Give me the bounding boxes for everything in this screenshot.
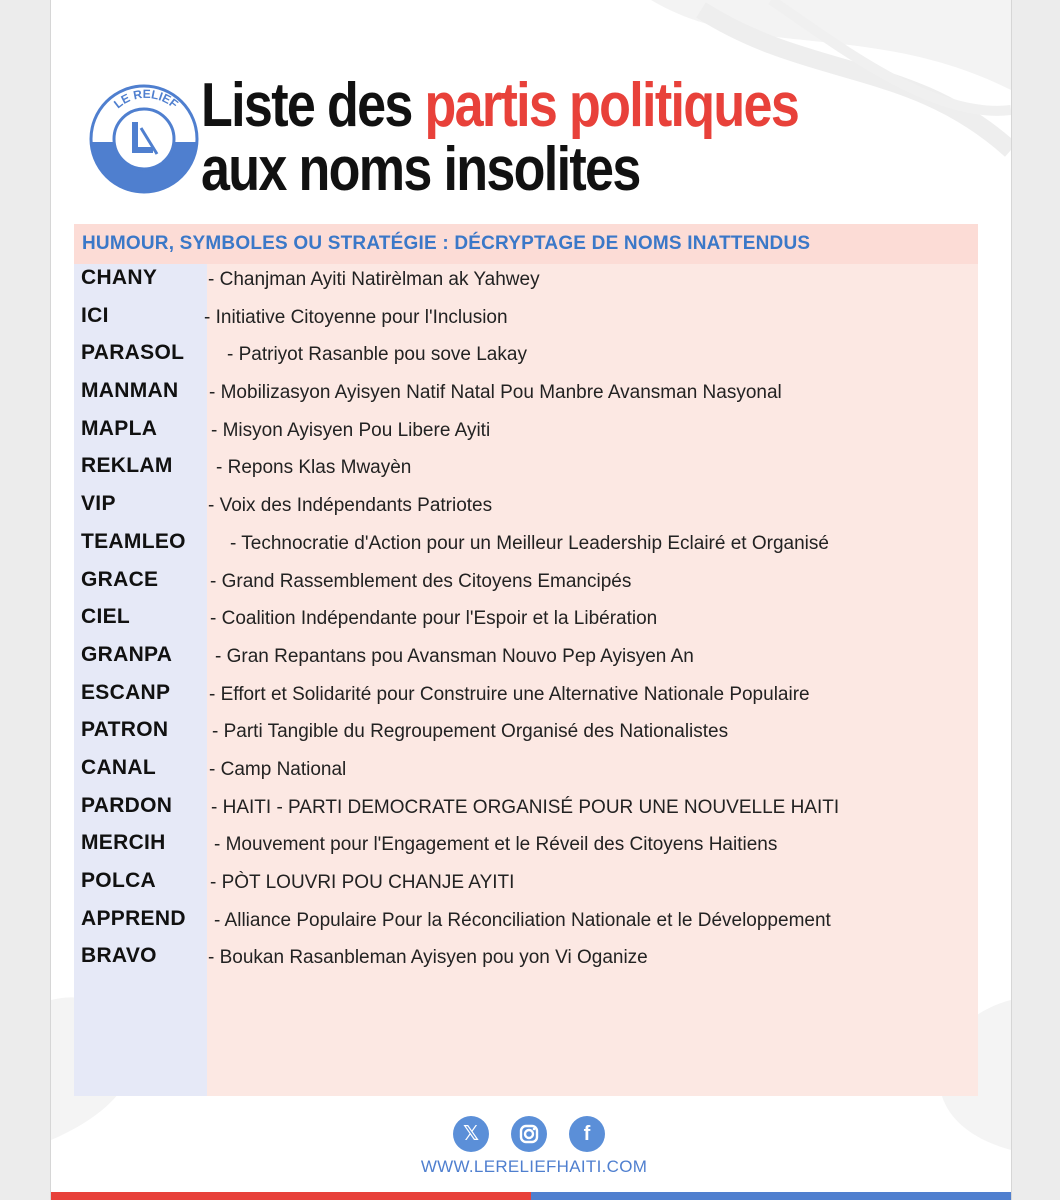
party-acronym: CIEL <box>81 605 131 629</box>
logo-text <box>91 84 201 194</box>
party-acronym: REKLAM <box>81 454 173 478</box>
list-item <box>51 677 1011 715</box>
party-meaning: - Repons Klas Mwayèn <box>216 457 412 479</box>
party-acronym: APPREND <box>81 906 186 930</box>
party-meaning: - Technocratie d'Action pour un Meilleur Leadership Eclairé et Organisé <box>230 532 829 554</box>
party-acronym: PARDON <box>81 793 173 817</box>
list-item <box>51 601 1011 639</box>
party-acronym: PARASOL <box>81 341 185 365</box>
instagram-icon[interactable] <box>511 1116 547 1152</box>
list-item <box>51 865 1011 903</box>
party-acronym: VIP <box>81 492 116 516</box>
title-line2: aux noms insolites <box>201 135 640 204</box>
svg-text:INTER <box>129 153 163 168</box>
party-acronym: ESCANP <box>81 680 171 704</box>
party-acronym: CANAL <box>81 755 156 779</box>
list-item <box>51 564 1011 602</box>
party-acronym: MAPLA <box>81 416 158 440</box>
list-item <box>51 488 1011 526</box>
party-acronym: PATRON <box>81 718 169 742</box>
party-meaning: - PÒT LOUVRI POU CHANJE AYITI <box>210 872 515 893</box>
list-item <box>51 940 1011 978</box>
party-meaning: - Alliance Populaire Pour la Réconciliation Nationale et le Développement <box>214 909 831 931</box>
list-item <box>51 262 1011 300</box>
list-item <box>51 413 1011 451</box>
list-item <box>51 450 1011 488</box>
list-item <box>51 790 1011 828</box>
party-acronym: GRANPA <box>81 642 173 666</box>
party-meaning: - HAITI - PARTI DEMOCRATE ORGANISÉ POUR UNE NOUVELLE HAITI <box>211 796 840 818</box>
website-link[interactable]: WWW.LERELIEFHAITI.COM <box>420 1157 648 1176</box>
poster-card <box>50 0 1012 1200</box>
party-meaning: - Mobilizasyon Ayisyen Natif Natal Pou Manbre Avansman Nasyonal <box>209 382 782 404</box>
list-item <box>51 903 1011 941</box>
list-item <box>51 752 1011 790</box>
party-meaning: - Gran Repantans pou Avansman Nouvo Pep Ayisyen An <box>215 645 694 667</box>
party-acronym: MANMAN <box>81 379 179 403</box>
party-meaning: - Initiative Citoyenne pour l'Inclusion <box>204 306 508 328</box>
party-acronym: ICI <box>81 303 109 327</box>
social-links <box>453 1116 613 1156</box>
party-acronym: CHANY <box>81 266 158 289</box>
title-highlight: partis politiques <box>424 71 799 140</box>
list-item <box>51 639 1011 677</box>
page-title <box>201 71 873 204</box>
party-meaning: - Mouvement pour l'Engagement et le Réveil des Citoyens Haitiens <box>214 834 778 856</box>
list-item <box>51 337 1011 375</box>
party-meaning: - Boukan Rasanbleman Ayisyen pou yon Vi Oganize <box>208 947 648 969</box>
party-list <box>51 262 1011 978</box>
x-icon[interactable]: 𝕏 <box>453 1116 489 1152</box>
party-acronym: TEAMLEO <box>81 529 186 553</box>
footer-bar-blue <box>531 1192 1011 1200</box>
list-item <box>51 714 1011 752</box>
list-item <box>51 300 1011 338</box>
svg-text:LE RELIEF <box>111 87 181 111</box>
logo-bottom-text: INTER <box>128 153 164 169</box>
party-meaning: - Effort et Solidarité pour Construire une Alternative Nationale Populaire <box>209 683 810 705</box>
party-acronym: POLCA <box>81 869 156 892</box>
party-meaning: - Camp National <box>209 758 347 780</box>
title-line1-part1: Liste des <box>201 71 425 140</box>
party-meaning: - Coalition Indépendante pour l'Espoir et la Libération <box>210 608 658 630</box>
facebook-icon[interactable]: f <box>569 1116 605 1152</box>
party-acronym: GRACE <box>81 567 159 591</box>
party-meaning: - Voix des Indépendants Patriotes <box>208 495 493 517</box>
party-meaning: - Patriyot Rasanble pou sove Lakay <box>227 344 527 366</box>
party-meaning: - Chanjman Ayiti Natirèlman ak Yahwey <box>208 269 540 290</box>
party-acronym: BRAVO <box>81 944 157 968</box>
footer-bar-red <box>51 1192 531 1200</box>
subtitle-banner: HUMOUR, SYMBOLES OU STRATÉGIE : DÉCRYPTAGE DE NOMS INATTENDUS <box>74 224 978 264</box>
party-meaning: - Parti Tangible du Regroupement Organisé des Nationalistes <box>212 721 729 743</box>
party-acronym: MERCIH <box>81 831 166 855</box>
logo-top-text: LE RELIEF <box>111 86 181 112</box>
list-item <box>51 375 1011 413</box>
party-meaning: - Grand Rassemblement des Citoyens Emancipés <box>210 570 632 592</box>
list-item <box>51 526 1011 564</box>
list-item <box>51 827 1011 865</box>
party-meaning: - Misyon Ayisyen Pou Libere Ayiti <box>211 419 491 441</box>
